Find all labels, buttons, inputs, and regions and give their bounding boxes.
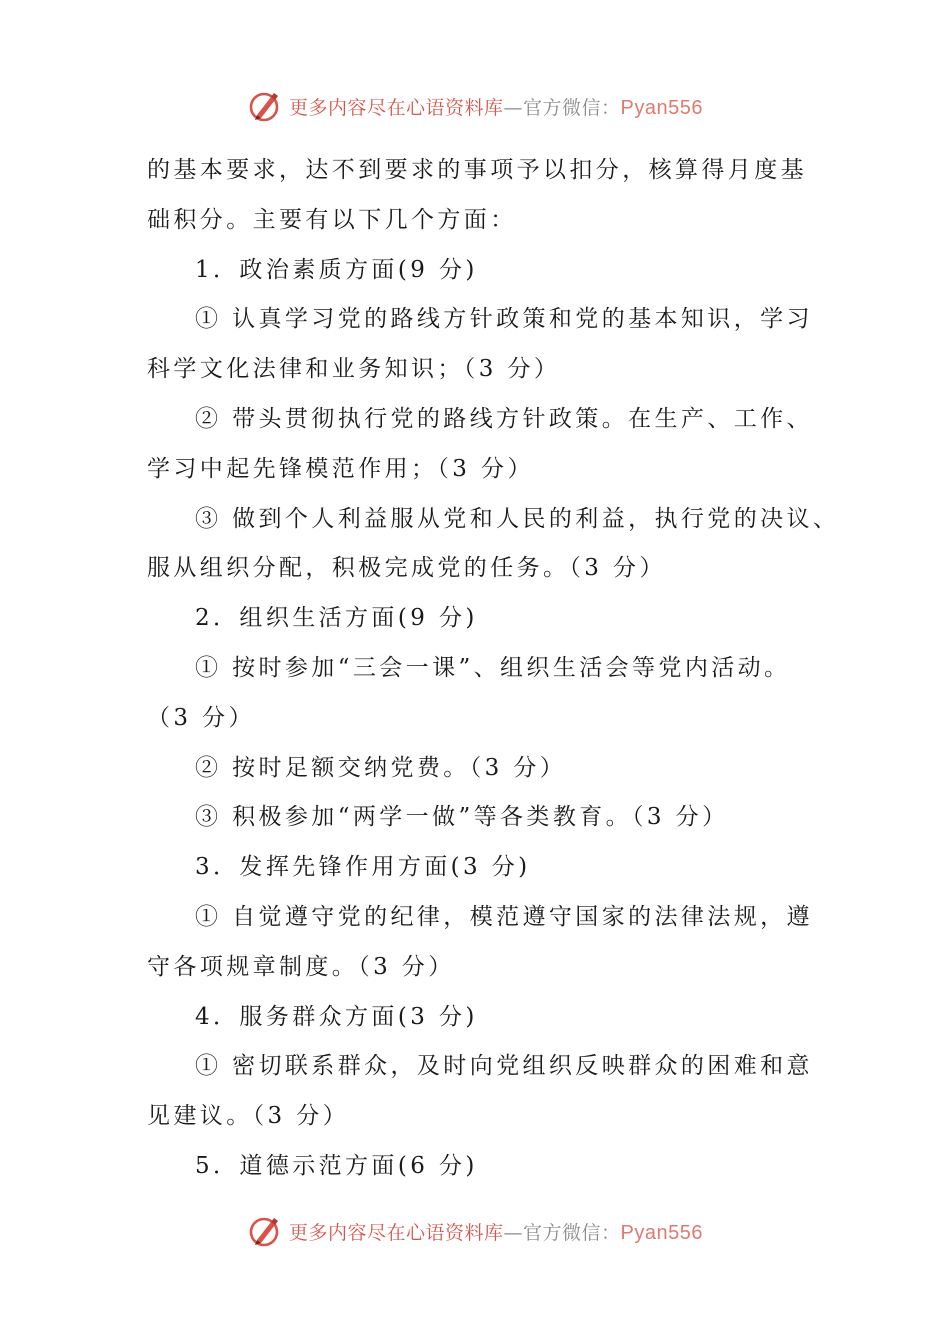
- section-heading: 3．发挥先锋作用方面(3 分): [195, 854, 531, 881]
- text-line: 础积分。主要有以下几个方面：: [147, 206, 517, 233]
- footer-banner-main: 更多内容尽在心语资料库: [289, 1221, 504, 1244]
- section-heading: 4．服务群众方面(3 分): [195, 1003, 478, 1030]
- list-item: ② 按时足额交纳党费。（3 分）: [195, 754, 567, 781]
- list-item: ① 认真学习党的路线方针政策和党的基本知识，学习: [195, 306, 813, 333]
- header-banner-id: Pyan556: [620, 96, 703, 119]
- header-banner: [0, 84, 950, 128]
- list-item: ② 带头贯彻执行党的路线方针政策。在生产、工作、: [195, 405, 813, 432]
- list-item: ③ 积极参加“两学一做”等各类教育。（3 分）: [195, 804, 729, 831]
- pen-logo-icon: [247, 1213, 283, 1249]
- footer-banner-content: [247, 1213, 703, 1249]
- section-heading: 5．道德示范方面(6 分): [195, 1152, 478, 1179]
- section-heading: 1．政治素质方面(9 分): [195, 256, 478, 283]
- document-body: [147, 146, 840, 1192]
- list-item: ① 自觉遵守党的纪律，模范遵守国家的法律法规，遵: [195, 903, 813, 930]
- list-item-continuation: 守各项规章制度。（3 分）: [147, 953, 455, 980]
- list-item: ① 按时参加“三会一课”、组织生活会等党内活动。: [195, 654, 791, 681]
- footer-banner-id: Pyan556: [620, 1221, 703, 1244]
- list-item-continuation: 见建议。（3 分）: [147, 1103, 350, 1130]
- footer-banner-dash: —官方微信：: [503, 1221, 621, 1244]
- header-banner-content: [247, 88, 703, 124]
- list-item: ① 密切联系群众，及时向党组织反映群众的困难和意: [195, 1053, 813, 1080]
- section-heading: 2．组织生活方面(9 分): [195, 605, 478, 632]
- text-line: 的基本要求，达不到要求的事项予以扣分，核算得月度基: [147, 157, 807, 183]
- footer-banner: [0, 1209, 950, 1253]
- header-banner-main: 更多内容尽在心语资料库: [289, 96, 504, 119]
- list-item-continuation: 学习中起先锋模范作用；（3 分）: [147, 455, 534, 482]
- list-item: ③ 做到个人利益服从党和人民的利益，执行党的决议、: [195, 505, 840, 532]
- list-item-continuation: （3 分）: [147, 704, 255, 731]
- footer-banner-text: [289, 1218, 703, 1245]
- list-item-continuation: 科学文化法律和业务知识；（3 分）: [147, 356, 561, 383]
- pen-logo-icon: [247, 88, 283, 124]
- header-banner-dash: —官方微信：: [503, 96, 621, 119]
- header-banner-text: [289, 93, 703, 120]
- list-item-continuation: 服从组织分配，积极完成党的任务。（3 分）: [147, 555, 666, 582]
